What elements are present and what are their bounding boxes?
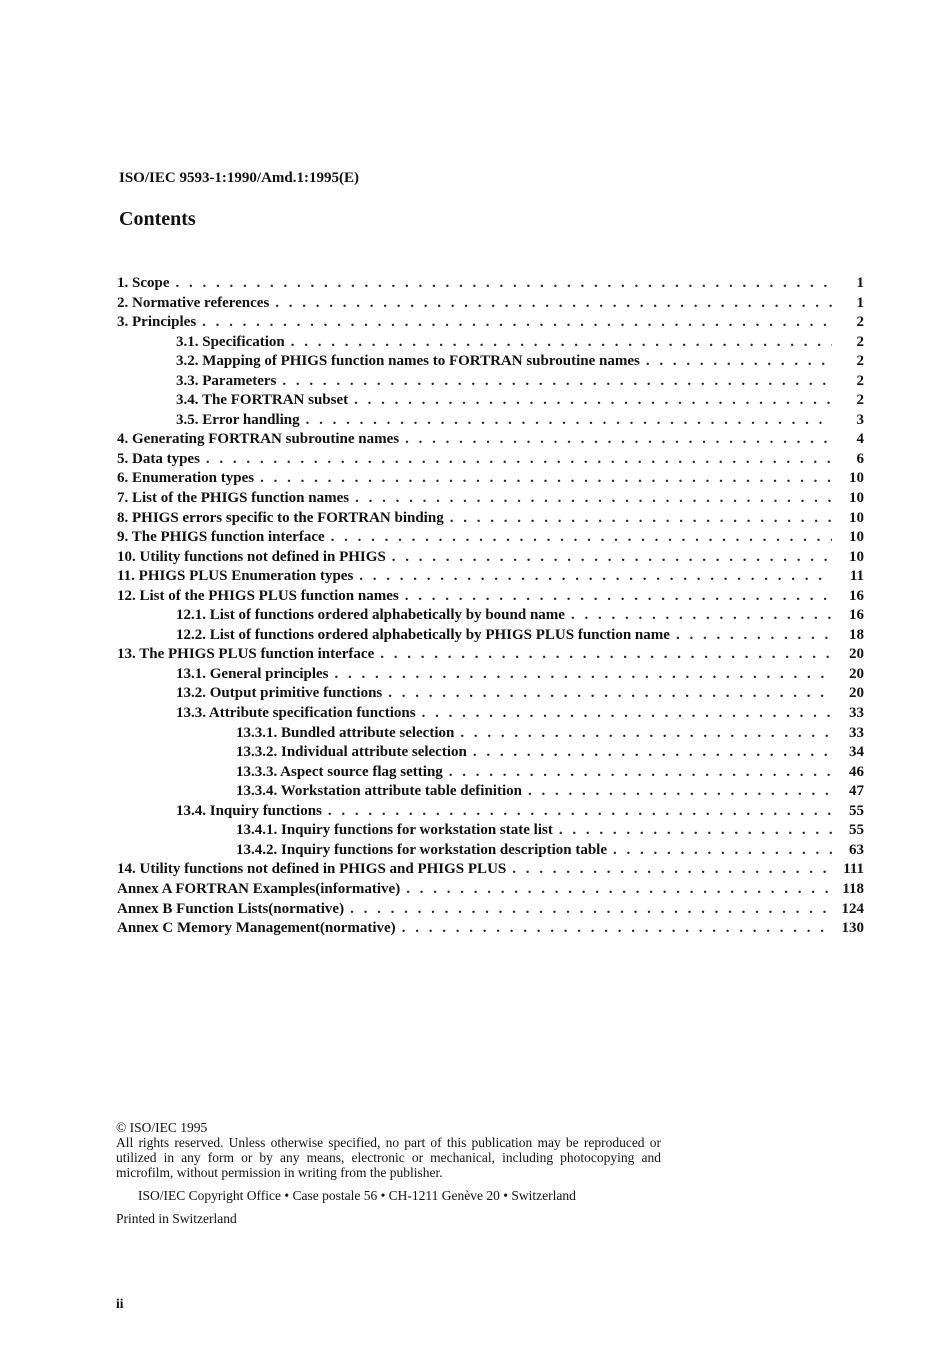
toc-entry-page: 3 bbox=[856, 411, 864, 428]
toc-entry-title: 9. The PHIGS function interface bbox=[117, 529, 325, 546]
toc-entry-title: 13.3.1. Bundled attribute selection bbox=[236, 724, 455, 741]
toc-entry-title: 12.2. List of functions ordered alphabetically by PHIGS PLUS function name bbox=[176, 626, 670, 643]
toc-entry-page: 16 bbox=[849, 607, 864, 624]
toc-entry-page: 10 bbox=[849, 470, 864, 487]
toc-entry-page: 20 bbox=[849, 665, 864, 682]
toc-entry[interactable] bbox=[117, 685, 864, 705]
printed-in-line: Printed in Switzerland bbox=[116, 1211, 237, 1226]
toc-entry[interactable] bbox=[117, 861, 864, 881]
toc-dot-leader bbox=[176, 275, 833, 292]
toc-entry[interactable] bbox=[117, 549, 864, 569]
toc-entry-title: 3.3. Parameters bbox=[176, 372, 277, 389]
document-identifier: ISO/IEC 9593-1:1990/Amd.1:1995(E) bbox=[119, 170, 360, 186]
toc-entry[interactable] bbox=[117, 353, 864, 373]
toc-dot-leader bbox=[328, 803, 832, 820]
toc-entry-page: 2 bbox=[856, 314, 864, 331]
toc-entry-title: 13.3. Attribute specification functions bbox=[176, 705, 416, 722]
toc-entry-page: 10 bbox=[849, 490, 864, 507]
toc-dot-leader bbox=[449, 764, 832, 781]
copyright-line: © ISO/IEC 1995 bbox=[116, 1120, 208, 1135]
toc-entry[interactable] bbox=[117, 764, 864, 784]
toc-entry[interactable] bbox=[117, 373, 864, 393]
toc-entry[interactable] bbox=[117, 529, 864, 549]
toc-entry-title: 11. PHIGS PLUS Enumeration types bbox=[117, 568, 354, 585]
toc-entry-page: 16 bbox=[849, 587, 864, 604]
contents-heading: Contents bbox=[119, 208, 196, 230]
toc-entry-title: 13.1. General principles bbox=[176, 665, 329, 682]
toc-dot-leader bbox=[388, 685, 832, 702]
toc-dot-leader bbox=[405, 431, 832, 448]
toc-entry-page: 4 bbox=[856, 431, 864, 448]
toc-entry-title: 3. Principles bbox=[117, 314, 197, 331]
toc-entry-page: 124 bbox=[841, 900, 864, 917]
toc-dot-leader bbox=[392, 549, 832, 566]
toc-entry-title: Annex A FORTRAN Examples(informative) bbox=[117, 880, 401, 897]
toc-entry-title: Annex B Function Lists(normative) bbox=[117, 900, 345, 917]
toc-entry-title: 10. Utility functions not defined in PHIGS bbox=[117, 548, 386, 565]
toc-entry[interactable] bbox=[117, 842, 864, 862]
toc-dot-leader bbox=[613, 842, 832, 859]
toc-entry-page: 6 bbox=[856, 450, 864, 467]
toc-dot-leader bbox=[355, 490, 832, 507]
toc-entry[interactable] bbox=[117, 881, 864, 901]
toc-entry-page: 20 bbox=[849, 646, 864, 663]
toc-entry-title: 3.1. Specification bbox=[176, 333, 285, 350]
toc-entry-page: 34 bbox=[849, 744, 864, 761]
toc-entry-page: 10 bbox=[849, 509, 864, 526]
toc-entry[interactable] bbox=[117, 490, 864, 510]
toc-entry-title: 3.2. Mapping of PHIGS function names to FORTRAN subroutine names bbox=[176, 353, 640, 370]
toc-dot-leader bbox=[528, 783, 832, 800]
toc-entry-title: 4. Generating FORTRAN subroutine names bbox=[117, 431, 400, 448]
toc-dot-leader bbox=[350, 901, 832, 918]
toc-dot-leader bbox=[282, 373, 832, 390]
toc-entry-title: 13.4. Inquiry functions bbox=[176, 802, 322, 819]
toc-entry-title: 13. The PHIGS PLUS function interface bbox=[117, 646, 375, 663]
copyright-block bbox=[116, 1120, 676, 1180]
toc-entry-title: 14. Utility functions not defined in PHIGS and PHIGS PLUS bbox=[117, 861, 507, 878]
toc-entry-page: 1 bbox=[856, 294, 864, 311]
toc-dot-leader bbox=[460, 725, 832, 742]
toc-entry-title: 13.3.2. Individual attribute selection bbox=[236, 744, 467, 761]
toc-entry[interactable] bbox=[117, 470, 864, 490]
toc-dot-leader bbox=[402, 920, 832, 937]
toc-dot-leader bbox=[512, 861, 832, 878]
rights-notice: All rights reserved. Unless otherwise specified, no part of this publication may be reproduced or utilized in any form or by any means, electronic or mechanical, including photocopying and microfilm, without permission in writing from the publisher. bbox=[116, 1135, 661, 1180]
toc-entry-title: 2. Normative references bbox=[117, 294, 270, 311]
toc-entry-page: 11 bbox=[849, 568, 864, 585]
toc-dot-leader bbox=[406, 881, 832, 898]
toc-entry-title: 12. List of the PHIGS PLUS function names bbox=[117, 587, 399, 604]
toc-entry[interactable] bbox=[117, 334, 864, 354]
toc-entry[interactable] bbox=[117, 901, 864, 921]
toc-dot-leader bbox=[559, 822, 832, 839]
toc-entry[interactable] bbox=[117, 607, 864, 627]
toc-dot-leader bbox=[291, 334, 832, 351]
toc-entry-title: 7. List of the PHIGS function names bbox=[117, 490, 350, 507]
toc-entry-title: 12.1. List of functions ordered alphabetically by bound name bbox=[176, 607, 565, 624]
toc-dot-leader bbox=[473, 744, 832, 761]
toc-entry-title: Annex C Memory Management(normative) bbox=[117, 920, 396, 937]
toc-dot-leader bbox=[676, 627, 832, 644]
toc-dot-leader bbox=[359, 568, 832, 585]
toc-entry[interactable] bbox=[117, 822, 864, 842]
page-number: ii bbox=[116, 1296, 124, 1311]
toc-entry[interactable] bbox=[117, 314, 864, 334]
toc-entry-page: 2 bbox=[856, 372, 864, 389]
toc-entry-title: 6. Enumeration types bbox=[117, 470, 255, 487]
toc-dot-leader bbox=[206, 451, 832, 468]
toc-entry[interactable] bbox=[117, 392, 864, 412]
toc-dot-leader bbox=[405, 588, 832, 605]
toc-entry[interactable] bbox=[117, 412, 864, 432]
toc-entry-title: 5. Data types bbox=[117, 450, 200, 467]
toc-entry-page: 33 bbox=[849, 724, 864, 741]
toc-entry-page: 55 bbox=[849, 822, 864, 839]
toc-entry-page: 55 bbox=[849, 802, 864, 819]
toc-entry-title: 13.3.3. Aspect source flag setting bbox=[236, 763, 443, 780]
toc-entry-page: 118 bbox=[842, 880, 864, 897]
toc-dot-leader bbox=[306, 412, 832, 429]
toc-entry[interactable] bbox=[117, 275, 864, 295]
toc-entry-page: 33 bbox=[849, 705, 864, 722]
toc-dot-leader bbox=[422, 705, 832, 722]
toc-entry[interactable] bbox=[117, 725, 864, 745]
toc-entry[interactable] bbox=[117, 510, 864, 530]
toc-entry[interactable] bbox=[117, 295, 864, 315]
toc-entry[interactable] bbox=[117, 451, 864, 471]
toc-entry-title: 13.4.1. Inquiry functions for workstation state list bbox=[236, 822, 553, 839]
toc-dot-leader bbox=[335, 666, 833, 683]
toc-entry-page: 2 bbox=[856, 353, 864, 370]
toc-entry-title: 1. Scope bbox=[117, 275, 170, 291]
toc-entry[interactable] bbox=[117, 568, 864, 588]
toc-entry-page: 130 bbox=[841, 920, 864, 937]
toc-entry-page: 47 bbox=[849, 783, 864, 800]
toc-entry-page: 2 bbox=[856, 333, 864, 350]
toc-dot-leader bbox=[450, 510, 832, 527]
toc-dot-leader bbox=[260, 470, 832, 487]
toc-dot-leader bbox=[380, 646, 832, 663]
toc-entry[interactable] bbox=[117, 920, 864, 940]
toc-entry-page: 1 bbox=[856, 275, 864, 291]
copyright-office-address: ISO/IEC Copyright Office • Case postale 56 • CH-1211 Genève 20 • Switzerland bbox=[138, 1188, 576, 1203]
toc-entry-page: 111 bbox=[843, 861, 864, 878]
toc-dot-leader bbox=[571, 607, 832, 624]
toc-entry[interactable] bbox=[117, 705, 864, 725]
toc-entry[interactable] bbox=[117, 646, 864, 666]
toc-entry[interactable] bbox=[117, 666, 864, 686]
toc-entry-page: 63 bbox=[849, 841, 864, 858]
toc-dot-leader bbox=[354, 392, 832, 409]
toc-entry-page: 18 bbox=[849, 626, 864, 643]
toc-entry[interactable] bbox=[117, 588, 864, 608]
toc-dot-leader bbox=[331, 529, 832, 546]
toc-dot-leader bbox=[646, 353, 832, 370]
toc-entry[interactable] bbox=[117, 803, 864, 823]
toc-entry-title: 3.4. The FORTRAN subset bbox=[176, 392, 349, 409]
toc-entry[interactable] bbox=[117, 627, 864, 647]
toc-entry-page: 46 bbox=[849, 763, 864, 780]
toc-entry-page: 10 bbox=[849, 529, 864, 546]
toc-entry[interactable] bbox=[117, 783, 864, 803]
toc-entry-title: 3.5. Error handling bbox=[176, 411, 300, 428]
toc-dot-leader bbox=[275, 295, 832, 312]
toc-entry-page: 10 bbox=[849, 548, 864, 565]
toc-entry-title: 13.2. Output primitive functions bbox=[176, 685, 383, 702]
toc-entry[interactable] bbox=[117, 431, 864, 451]
toc-entry-page: 20 bbox=[849, 685, 864, 702]
table-of-contents bbox=[117, 275, 864, 940]
toc-entry-title: 8. PHIGS errors specific to the FORTRAN binding bbox=[117, 509, 444, 526]
toc-entry[interactable] bbox=[117, 744, 864, 764]
toc-dot-leader bbox=[202, 314, 832, 331]
toc-entry-page: 2 bbox=[856, 392, 864, 409]
toc-entry-title: 13.3.4. Workstation attribute table definition bbox=[236, 783, 522, 800]
toc-entry-title: 13.4.2. Inquiry functions for workstation description table bbox=[236, 841, 608, 858]
